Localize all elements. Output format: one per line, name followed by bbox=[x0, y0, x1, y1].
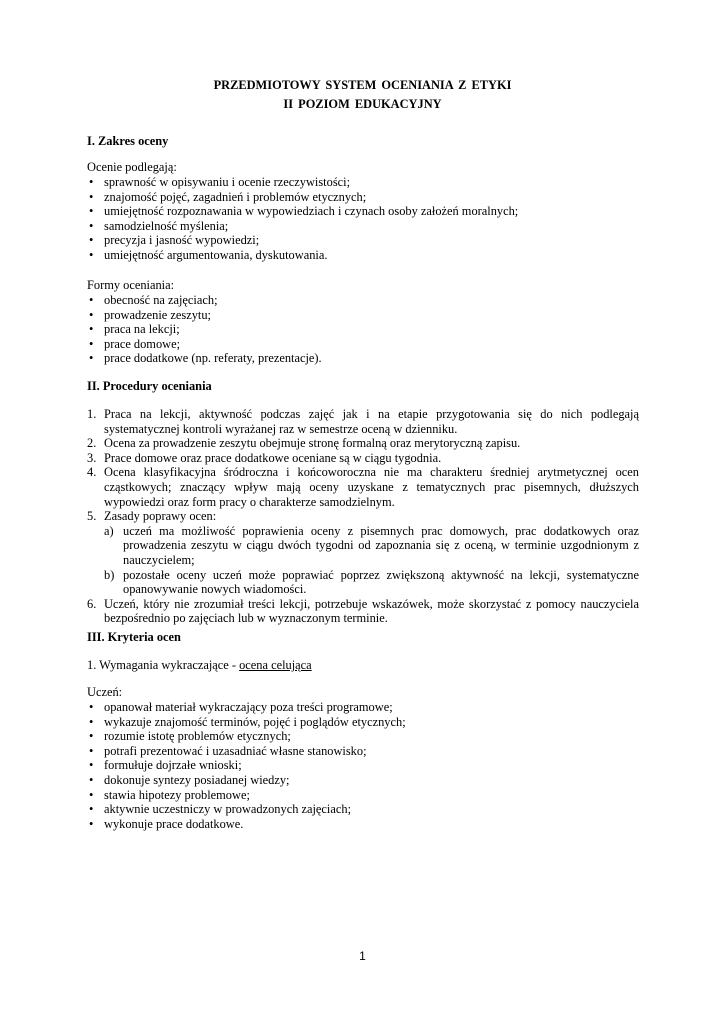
list-item: • prowadzenie zeszytu; bbox=[87, 308, 647, 323]
list-item: • potrafi prezentować i uzasadniać własne stanowisko; bbox=[87, 744, 647, 759]
forms-intro: Formy oceniania: bbox=[87, 278, 175, 292]
list-item: • dokonuje syntezy posiadanej wiedzy; bbox=[87, 773, 647, 788]
list-item: • wykazuje znajomość terminów, pojęć i poglądów etycznych; bbox=[87, 715, 647, 730]
sub-item-text: uczeń ma możliwość poprawienia oceny z pisemnych prac domowych, prac dodatkowych oraz prowadzenia zeszytu w ciągu dwóch tygodni od zapoznania się z oceną, w terminie uzgodnionym z nauczycielem; bbox=[123, 523, 639, 567]
list-item: • aktywnie uczestniczy w prowadzonych zajęciach; bbox=[87, 802, 647, 817]
item-number: 6. bbox=[87, 596, 97, 611]
numbered-item bbox=[87, 509, 639, 597]
criteria-list bbox=[87, 700, 647, 831]
procedures-list bbox=[87, 407, 639, 626]
list-item: • umiejętność rozpoznawania w wypowiedziach i czynach osoby założeń moralnych; bbox=[87, 204, 647, 219]
section-heading-scope: I. Zakres oceny bbox=[87, 134, 169, 148]
sub-item bbox=[104, 524, 639, 568]
item-text: Uczeń, który nie zrozumiał treści lekcji, potrzebuje wskazówek, może skorzystać z pomocy nauczyciela bezpośrednio po zajęciach lub w wyznaczonym terminie. bbox=[104, 596, 639, 626]
item-number: 3. bbox=[87, 450, 97, 465]
list-item: • umiejętność argumentowania, dyskutowania. bbox=[87, 248, 647, 263]
item-number: 2. bbox=[87, 436, 97, 451]
list-item: • wykonuje prace dodatkowe. bbox=[87, 817, 647, 832]
item-text: Prace domowe oraz prace dodatkowe oceniane są w ciągu tygodnia. bbox=[104, 450, 442, 465]
grade-correction-sublist bbox=[104, 524, 639, 597]
section-heading-procedures: II. Procedury oceniania bbox=[87, 379, 212, 393]
forms-list bbox=[87, 293, 647, 366]
sub-item-text: pozostałe oceny uczeń może poprawiać poprzez zwiększoną aktywność na lekcji, systematyczne opanowywanie nowych wiadomości. bbox=[123, 567, 639, 597]
sub-item bbox=[104, 568, 639, 597]
page-number: 1 bbox=[359, 949, 366, 963]
list-item: • prace dodatkowe (np. referaty, prezentacje). bbox=[87, 351, 647, 366]
list-item: • samodzielność myślenia; bbox=[87, 219, 647, 234]
section-heading-criteria: III. Kryteria ocen bbox=[87, 630, 181, 644]
assessed-intro: Ocenie podlegają: bbox=[87, 160, 177, 174]
item-text: Ocena klasyfikacyjna śródroczna i końcoworoczna nie ma charakteru średniej arytmetycznej ocen cząstkowych; znaczący wpływ mają oceny uzyskane z tematycznych prac pisemnych, dłuższych wypowiedzi oraz form pracy o charakterze samodzielnym. bbox=[104, 465, 639, 509]
requirements-line bbox=[87, 658, 312, 673]
numbered-item bbox=[87, 451, 639, 466]
item-number: 5. bbox=[87, 509, 97, 524]
list-item: • opanował materiał wykraczający poza treści programowe; bbox=[87, 700, 647, 715]
item-text: Ocena za prowadzenie zeszytu obejmuje stronę formalną oraz merytoryczną zapisu. bbox=[104, 436, 521, 451]
numbered-item bbox=[87, 465, 639, 509]
item-text: Zasady poprawy ocen: bbox=[104, 509, 217, 524]
list-item: • formułuje dojrzałe wnioski; bbox=[87, 758, 647, 773]
item-number: 1. bbox=[87, 407, 97, 421]
student-intro: Uczeń: bbox=[87, 685, 123, 699]
assessed-list bbox=[87, 175, 647, 263]
list-item: • sprawność w opisywaniu i ocenie rzeczywistości; bbox=[87, 175, 647, 190]
sub-item-letter: b) bbox=[104, 567, 115, 582]
numbered-item bbox=[87, 436, 639, 451]
list-item: • rozumie istotę problemów etycznych; bbox=[87, 729, 647, 744]
numbered-item bbox=[87, 597, 639, 626]
requirements-label: 1. Wymagania wykraczające - bbox=[87, 658, 240, 672]
list-item: • prace domowe; bbox=[87, 337, 647, 352]
list-item: • obecność na zajęciach; bbox=[87, 293, 647, 308]
list-item: • precyzja i jasność wypowiedzi; bbox=[87, 233, 647, 248]
list-item: • praca na lekcji; bbox=[87, 322, 647, 337]
document-subtitle: II POZIOM EDUKACYJNY bbox=[283, 97, 442, 111]
grade-name: ocena celująca bbox=[239, 658, 312, 672]
list-item: • stawia hipotezy problemowe; bbox=[87, 788, 647, 803]
item-text: Praca na lekcji, aktywność podczas zajęć jak i na etapie przygotowania się do nich podlegają systematycznej kontroli wyrażanej raz w semestrze oceną w dzienniku. bbox=[104, 407, 639, 436]
sub-item-letter: a) bbox=[104, 523, 114, 538]
document-title: PRZEDMIOTOWY SYSTEM OCENIANIA Z ETYKI bbox=[213, 78, 512, 92]
item-number: 4. bbox=[87, 465, 97, 480]
numbered-item bbox=[87, 407, 639, 436]
list-item: • znajomość pojęć, zagadnień i problemów etycznych; bbox=[87, 190, 647, 205]
